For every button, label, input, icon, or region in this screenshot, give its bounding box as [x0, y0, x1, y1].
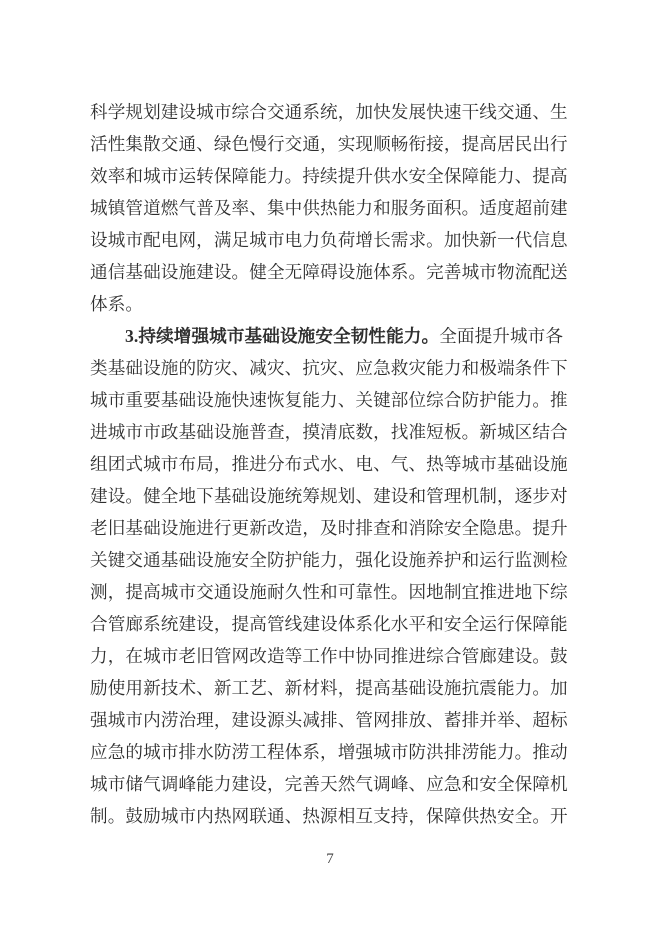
text-line: 制。鼓励城市内热网联通、热源相互支持，保障供热安全。开 [90, 806, 568, 826]
text-line: 励使用新技术、新工艺、新材料，提高基础设施抗震能力。加 [90, 678, 568, 698]
text-line: 老旧基础设施进行更新改造，及时排查和消除安全隐患。提升 [90, 518, 568, 538]
text-line: 关键交通基础设施安全防护能力，强化设施养护和运行监测检 [90, 550, 568, 570]
text-line: 城市重要基础设施快速恢复能力、关键部位综合防护能力。推 [90, 390, 568, 410]
text-line: 设城市配电网，满足城市电力负荷增长需求。加快新一代信息 [90, 230, 568, 250]
text-line: 城镇管道燃气普及率、集中供热能力和服务面积。适度超前建 [90, 198, 568, 218]
text-line: 建设。健全地下基础设施统筹规划、建设和管理机制，逐步对 [90, 486, 568, 506]
text-line: 城市储气调峰能力建设，完善天然气调峰、应急和安全保障机 [90, 774, 568, 794]
text-line [90, 320, 572, 352]
document-body [90, 96, 572, 832]
paragraph-lead-rest: 全面提升城市各 [439, 326, 564, 346]
text-line: 进城市市政基础设施普查，摸清底数，找准短板。新城区结合 [90, 422, 568, 442]
text-line: 通信基础设施建设。健全无障碍设施体系。完善城市物流配送 [90, 262, 568, 282]
text-line: 合管廊系统建设，提高管线建设体系化水平和安全运行保障能 [90, 614, 568, 634]
text-line: 类基础设施的防灾、减灾、抗灾、应急救灾能力和极端条件下 [90, 358, 568, 378]
page-number: 7 [326, 851, 334, 867]
text-line: 体系。 [90, 294, 144, 314]
paragraph-2 [90, 320, 572, 832]
text-line: 效率和城市运转保障能力。持续提升供水安全保障能力、提高 [90, 166, 568, 186]
text-line: 力，在城市老旧管网改造等工作中协同推进综合管廊建设。鼓 [90, 646, 568, 666]
text-line: 组团式城市布局，推进分布式水、电、气、热等城市基础设施 [90, 454, 568, 474]
text-line: 测，提高城市交通设施耐久性和可靠性。因地制宜推进地下综 [90, 582, 568, 602]
text-line: 强城市内涝治理，建设源头减排、管网排放、蓄排并举、超标 [90, 710, 568, 730]
paragraph-lead-emphasis: 3.持续增强城市基础设施安全韧性能力。 [125, 326, 440, 346]
text-line: 应急的城市排水防涝工程体系，增强城市防洪排涝能力。推动 [90, 742, 568, 762]
text-line: 活性集散交通、绿色慢行交通，实现顺畅衔接，提高居民出行 [90, 134, 568, 154]
paragraph-1 [90, 96, 572, 320]
text-line: 科学规划建设城市综合交通系统，加快发展快速干线交通、生 [90, 102, 568, 122]
